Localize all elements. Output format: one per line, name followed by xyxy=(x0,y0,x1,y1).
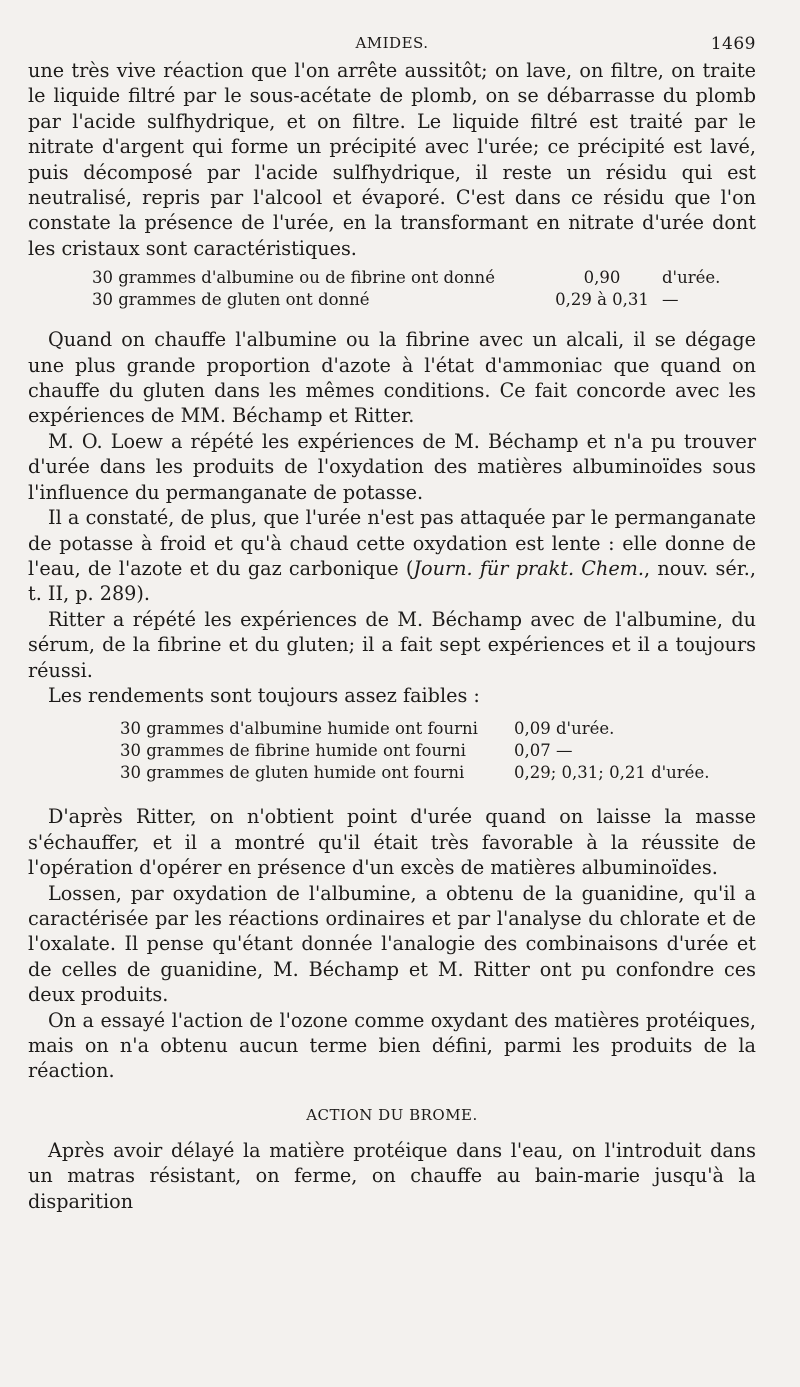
journal-citation: Journ. für prakt. Chem. xyxy=(413,556,644,580)
paragraph: une très vive réaction que l'on arrête aussitôt; on lave, on filtre, on traite le liquide filtré par le sous-acétate de plomb, on se débarrasse du plomb par l'acide sulfhydrique, et on filtre. Le liquide filtré est traité par le nitrate d'argent qui forme un précipité avec l'urée; ce précipité est lavé, puis décomposé par l'acide sulfhydrique, il reste un résidu qui est neutralisé, repris par l'alcool et évaporé. C'est dans ce résidu que l'on constate la présence de l'urée, en la transformant en nitrate d'urée dont les cristaux sont caractéristiques. xyxy=(28,59,756,260)
paragraph: M. O. Loew a répété les expériences de M. Béchamp et n'a pu trouver d'urée dans les produits de l'oxydation des matières albuminoïdes sous l'influence du permanganate de potasse. xyxy=(28,429,756,504)
row-label: 30 grammes d'albumine humide ont fourni xyxy=(120,719,478,739)
table-row xyxy=(120,718,756,740)
row-label: 30 grammes de gluten humide ont fourni xyxy=(120,763,465,783)
yield-table-1 xyxy=(28,267,756,311)
table-row xyxy=(92,267,756,289)
table-row xyxy=(120,762,756,784)
row-label: 30 grammes de fibrine humide ont fourni xyxy=(120,741,466,761)
paragraph: Ritter a répété les expériences de M. Béchamp avec de l'albumine, du sérum, de la fibrine et du gluten; il a fait sept expériences et il a toujours réussi. xyxy=(28,607,756,682)
table-row xyxy=(120,740,756,762)
document-page xyxy=(28,28,756,1214)
paragraph: Quand on chauffe l'albumine ou la fibrine avec un alcali, il se dégage une plus grande proportion d'azote à l'état d'ammoniac que quand on chauffe du gluten dans les mêmes conditions. Ce fait concorde avec les expériences de MM. Béchamp et Ritter. xyxy=(28,328,756,428)
paragraph-with-reference xyxy=(28,505,756,607)
table-row xyxy=(92,289,756,311)
paragraph: Lossen, par oxydation de l'albumine, a obtenu de la guanidine, qu'il a caractérisée par les réactions ordinaires et par l'analyse du chlorate et de l'oxalate. Il pense qu'étant donnée l'analogie des combinaisons d'urée et de celles de guanidine, M. Béchamp et M. Ritter ont pu confondre ces deux produits. xyxy=(28,881,756,1007)
running-header xyxy=(28,28,756,58)
ref-text-before: Il a constaté, de plus, que l'urée n'est pas attaquée par le permanganate de potasse à froid et qu'à chaud cette oxydation est lente : elle donne de l'eau, de l'azote et du gaz carbonique ( xyxy=(28,506,756,580)
row-value: 0,29; 0,31; 0,21 d'urée. xyxy=(514,763,710,783)
row-value: 0,29 à 0,31 xyxy=(555,290,649,310)
paragraph: D'après Ritter, on n'obtient point d'urée quand on laisse la masse s'échauffer, et il a montré qu'il était très favorable à la réussite de l'opération d'opérer en présence d'un excès de matières albuminoïdes. xyxy=(28,805,756,880)
row-value: 0,09 d'urée. xyxy=(514,719,615,739)
paragraph: Les rendements sont toujours assez faibles : xyxy=(48,683,480,707)
paragraph: Après avoir délayé la matière protéique dans l'eau, on l'introduit dans un matras résistant, on ferme, on chauffe au bain-marie jusqu'à la disparition xyxy=(28,1138,756,1213)
row-label: 30 grammes d'albumine ou de fibrine ont donné xyxy=(92,268,495,288)
page-number: 1469 xyxy=(710,34,756,54)
section-heading: ACTION DU BROME. xyxy=(306,1105,478,1124)
row-value: 0,90 xyxy=(583,268,621,288)
running-title: AMIDES. xyxy=(355,34,429,52)
row-value: 0,07 — xyxy=(514,741,573,761)
row-label: 30 grammes de gluten ont donné xyxy=(92,290,370,310)
yield-table-2 xyxy=(28,718,756,784)
paragraph: On a essayé l'action de l'ozone comme oxydant des matières protéiques, mais on n'a obtenu aucun terme bien défini, parmi les produits de la réaction. xyxy=(28,1008,756,1083)
row-unit: d'urée. xyxy=(662,268,721,288)
ref-text-after: , nouv. sér., t. II, p. 289). xyxy=(28,556,756,606)
row-unit: — xyxy=(662,290,679,310)
